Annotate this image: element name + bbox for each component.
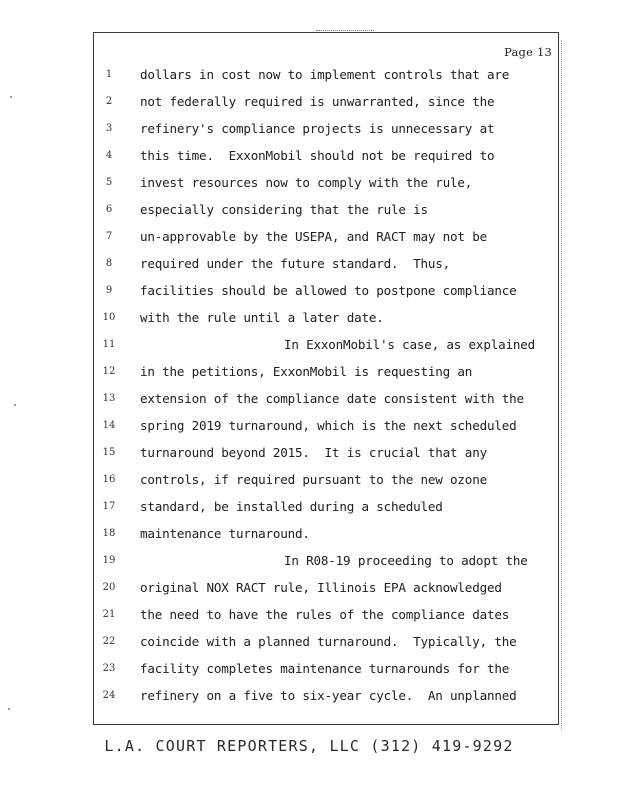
line-number: 6 [105,204,113,215]
transcript-line [94,417,560,435]
transcript-line [94,201,560,219]
line-number: 21 [102,609,116,620]
line-text: with the rule until a later date. [140,310,384,325]
line-number: 20 [102,582,116,593]
line-number: 9 [105,285,113,296]
transcript-line [94,660,560,678]
line-number: 13 [102,393,116,404]
line-number: 23 [102,663,116,674]
transcript-line [94,498,560,516]
transcript-line [94,174,560,192]
scan-speck [10,96,12,98]
line-number: 16 [102,474,116,485]
line-number: 10 [102,312,116,323]
line-text: dollars in cost now to implement controls that are [140,67,510,82]
transcript-line [94,579,560,597]
line-text: invest resources now to comply with the rule, [140,175,473,190]
line-text: this time. ExxonMobil should not be required to [140,148,495,163]
transcript-line [94,336,560,354]
line-text: required under the future standard. Thus, [140,256,451,271]
transcript-line [94,444,560,462]
line-number: 11 [102,339,116,350]
transcript-line [94,93,560,111]
transcript-line [94,633,560,651]
transcript-line [94,66,560,84]
line-text: turnaround beyond 2015. It is crucial that any [140,445,487,460]
line-number: 15 [102,447,116,458]
line-text: In ExxonMobil's case, as explained [284,337,535,352]
transcript-line [94,552,560,570]
transcript-line [94,687,560,705]
line-text: refinery on a five to six-year cycle. An unplanned [140,688,517,703]
page-number-label: Page 13 [504,45,552,59]
line-text: extension of the compliance date consistent with the [140,391,524,406]
line-number: 24 [102,690,116,701]
transcript-line [94,147,560,165]
line-text: not federally required is unwarranted, since the [140,94,495,109]
transcript-line [94,471,560,489]
transcript-line [94,309,560,327]
line-text: especially considering that the rule is [140,202,428,217]
page-edge-shadow [561,40,564,730]
line-number: 8 [105,258,113,269]
line-number: 18 [102,528,116,539]
transcript-line [94,282,560,300]
line-text: un-approvable by the USEPA, and RACT may not be [140,229,487,244]
line-number: 3 [105,123,113,134]
line-text: standard, be installed during a scheduled [140,499,443,514]
scan-speck [8,708,10,710]
line-text: spring 2019 turnaround, which is the next scheduled [140,418,517,433]
line-text: coincide with a planned turnaround. Typically, the [140,634,517,649]
transcript-line [94,120,560,138]
line-text: maintenance turnaround. [140,526,310,541]
line-text: facility completes maintenance turnarounds for the [140,661,510,676]
transcript-line [94,255,560,273]
transcript-line [94,525,560,543]
transcript-line [94,390,560,408]
line-text: in the petitions, ExxonMobil is requesting an [140,364,473,379]
line-text: facilities should be allowed to postpone compliance [140,283,517,298]
transcript-page-frame [93,32,559,725]
court-reporter-footer: L.A. COURT REPORTERS, LLC (312) 419-9292 [104,737,514,755]
line-number: 12 [102,366,116,377]
line-text: controls, if required pursuant to the new ozone [140,472,487,487]
line-number: 19 [102,555,116,566]
line-number: 4 [105,150,113,161]
line-number: 17 [102,501,116,512]
line-text: In R08-19 proceeding to adopt the [284,553,528,568]
line-number: 5 [105,177,113,188]
line-number: 7 [105,231,113,242]
transcript-line [94,606,560,624]
line-text: the need to have the rules of the compliance dates [140,607,510,622]
line-number: 22 [102,636,116,647]
line-text: original NOX RACT rule, Illinois EPA acknowledged [140,580,502,595]
line-number: 14 [102,420,116,431]
line-number: 2 [105,96,113,107]
transcript-line [94,228,560,246]
line-number: 1 [105,69,113,80]
transcript-line [94,363,560,381]
line-text: refinery's compliance projects is unnecessary at [140,121,495,136]
scan-speck [14,404,16,406]
